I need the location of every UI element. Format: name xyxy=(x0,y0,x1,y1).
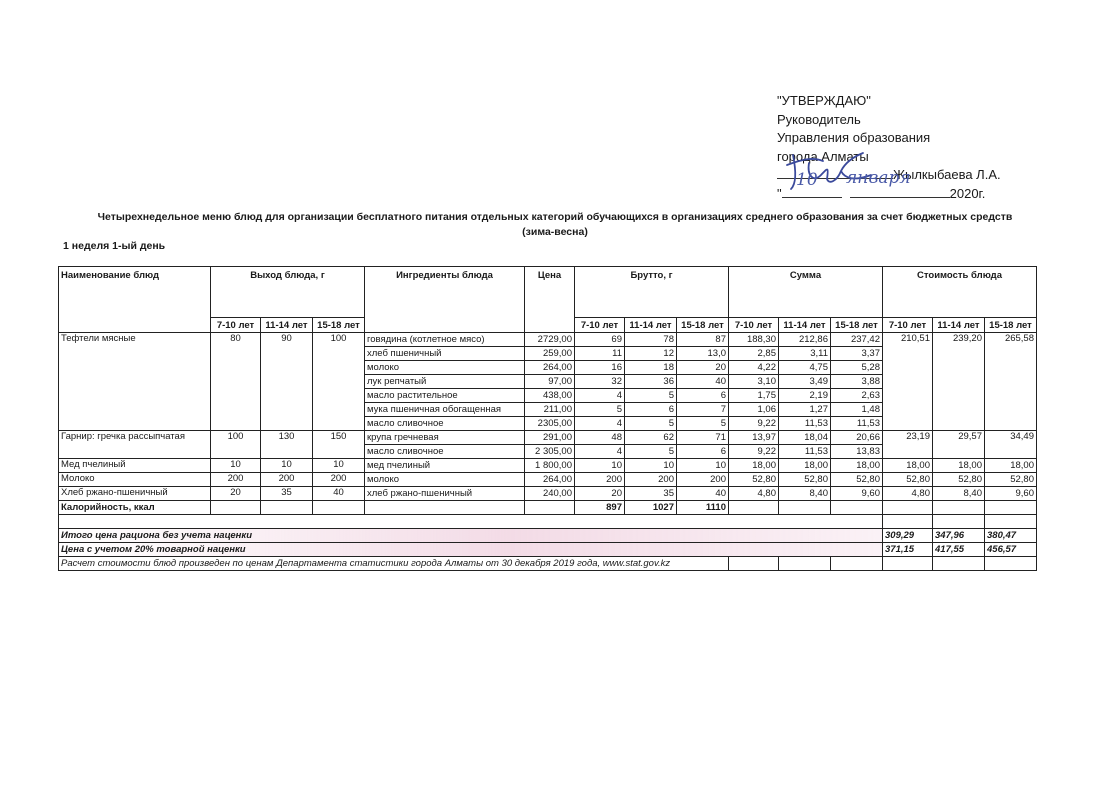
calories-value: 897 xyxy=(575,501,625,515)
empty-cell xyxy=(933,515,985,529)
empty-cell xyxy=(779,557,831,571)
header-sum: Сумма xyxy=(729,267,883,318)
brutto-value: 20 xyxy=(677,361,729,375)
dish-output: 200 xyxy=(261,473,313,487)
sum-value: 18,00 xyxy=(729,459,779,473)
empty-cell xyxy=(933,557,985,571)
dish-name: Тефтели мясные xyxy=(59,333,211,431)
dish-cost: 52,80 xyxy=(883,473,933,487)
sum-value: 237,42 xyxy=(831,333,883,347)
ingredient-price: 438,00 xyxy=(525,389,575,403)
ingredient-price: 2 305,00 xyxy=(525,445,575,459)
handwritten-month: января xyxy=(846,168,911,188)
sum-value: 52,80 xyxy=(729,473,779,487)
total-no-markup-row-value: 347,96 xyxy=(933,529,985,543)
sum-value: 1,48 xyxy=(831,403,883,417)
sum-value: 212,86 xyxy=(779,333,831,347)
dish-name: Гарнир: гречка рассыпчатая xyxy=(59,431,211,459)
sum-value: 2,19 xyxy=(779,389,831,403)
dish-name: Хлеб ржано-пшеничный xyxy=(59,487,211,501)
brutto-value: 6 xyxy=(625,403,677,417)
ingredient-price: 97,00 xyxy=(525,375,575,389)
sum-value: 13,97 xyxy=(729,431,779,445)
week-day-label: 1 неделя 1-ый день xyxy=(63,240,166,252)
ingredient-price: 259,00 xyxy=(525,347,575,361)
ingredient-price: 291,00 xyxy=(525,431,575,445)
header-row-1 xyxy=(59,267,1037,318)
total-markup-row-label: Цена с учетом 20% товарной наценки xyxy=(59,543,883,557)
header-cost-age-0: 7-10 лет xyxy=(883,318,933,333)
dish-output: 100 xyxy=(211,431,261,459)
ingredient-price: 1 800,00 xyxy=(525,459,575,473)
brutto-value: 40 xyxy=(677,375,729,389)
brutto-value: 71 xyxy=(677,431,729,445)
sum-value: 8,40 xyxy=(779,487,831,501)
date-quote: " xyxy=(777,185,782,201)
sum-value: 1,06 xyxy=(729,403,779,417)
brutto-value: 7 xyxy=(677,403,729,417)
dish-cost: 8,40 xyxy=(933,487,985,501)
ingredient-name: хлеб ржано-пшеничный xyxy=(365,487,525,501)
brutto-value: 200 xyxy=(625,473,677,487)
calories-label: Калорийность, ккал xyxy=(59,501,211,515)
dish-output: 100 xyxy=(313,333,365,431)
sum-value: 18,00 xyxy=(831,459,883,473)
brutto-value: 87 xyxy=(677,333,729,347)
empty-cell xyxy=(729,557,779,571)
header-brutto-age-1: 11-14 лет xyxy=(625,318,677,333)
dish-output: 10 xyxy=(211,459,261,473)
empty-cell xyxy=(883,501,933,515)
sum-value: 1,27 xyxy=(779,403,831,417)
dish-cost: 52,80 xyxy=(985,473,1037,487)
sum-value: 13,83 xyxy=(831,445,883,459)
brutto-value: 20 xyxy=(575,487,625,501)
table-row xyxy=(59,333,1037,347)
approval-city: города Алматы xyxy=(777,148,869,164)
dish-cost: 18,00 xyxy=(985,459,1037,473)
sum-value: 9,22 xyxy=(729,417,779,431)
brutto-value: 10 xyxy=(575,459,625,473)
dish-cost: 34,49 xyxy=(985,431,1037,459)
ingredient-price: 264,00 xyxy=(525,361,575,375)
total-no-markup-row-value: 380,47 xyxy=(985,529,1037,543)
empty-cell xyxy=(985,515,1037,529)
brutto-value: 40 xyxy=(677,487,729,501)
empty-cell xyxy=(313,501,365,515)
empty-cell xyxy=(779,501,831,515)
sum-value: 2,63 xyxy=(831,389,883,403)
footnote-row xyxy=(59,557,1037,571)
table-row xyxy=(59,459,1037,473)
dish-cost: 18,00 xyxy=(883,459,933,473)
brutto-value: 6 xyxy=(677,389,729,403)
sum-value: 18,00 xyxy=(779,459,831,473)
sum-value: 4,22 xyxy=(729,361,779,375)
total-no-markup-row xyxy=(59,529,1037,543)
brutto-value: 5 xyxy=(575,403,625,417)
empty-cell xyxy=(261,501,313,515)
brutto-value: 200 xyxy=(677,473,729,487)
empty-cell xyxy=(985,501,1037,515)
dish-cost: 18,00 xyxy=(933,459,985,473)
dish-cost: 23,19 xyxy=(883,431,933,459)
header-dish: Наименование блюд xyxy=(59,267,211,333)
header-output-age-0: 7-10 лет xyxy=(211,318,261,333)
empty-cell xyxy=(365,501,525,515)
header-cost: Стоимость блюда xyxy=(883,267,1037,318)
approval-department: Управления образования xyxy=(777,130,931,145)
ingredient-name: масло растительное xyxy=(365,389,525,403)
total-markup-row xyxy=(59,543,1037,557)
ingredient-price: 2305,00 xyxy=(525,417,575,431)
ingredient-name: крупа гречневая xyxy=(365,431,525,445)
brutto-value: 78 xyxy=(625,333,677,347)
total-markup-row-value: 417,55 xyxy=(933,543,985,557)
dish-output: 35 xyxy=(261,487,313,501)
header-output: Выход блюда, г xyxy=(211,267,365,318)
dish-output: 130 xyxy=(261,431,313,459)
header-cost-age-1: 11-14 лет xyxy=(933,318,985,333)
empty-cell xyxy=(59,515,883,529)
header-sum-age-2: 15-18 лет xyxy=(831,318,883,333)
dish-cost: 239,20 xyxy=(933,333,985,431)
brutto-value: 18 xyxy=(625,361,677,375)
sum-value: 3,88 xyxy=(831,375,883,389)
spacer-row xyxy=(59,515,1037,529)
menu-table xyxy=(58,266,1037,571)
calories-value: 1110 xyxy=(677,501,729,515)
brutto-value: 32 xyxy=(575,375,625,389)
brutto-value: 200 xyxy=(575,473,625,487)
title-line-1: Четырехнедельное меню блюд для организации бесплатного питания отдельных категорий обучающихся в организациях среднего образования за счет бюджетных средств xyxy=(97,211,1013,223)
header-brutto: Брутто, г xyxy=(575,267,729,318)
header-cost-age-2: 15-18 лет xyxy=(985,318,1037,333)
approval-heading: "УТВЕРЖДАЮ" xyxy=(777,93,871,108)
header-brutto-age-0: 7-10 лет xyxy=(575,318,625,333)
brutto-value: 5 xyxy=(677,417,729,431)
approver-name: Жылкыбаева Л.А. xyxy=(893,167,1001,182)
sum-value: 4,75 xyxy=(779,361,831,375)
sum-value: 11,53 xyxy=(779,445,831,459)
sum-value: 3,11 xyxy=(779,347,831,361)
empty-cell xyxy=(883,557,933,571)
total-no-markup-row-value: 309,29 xyxy=(883,529,933,543)
brutto-value: 69 xyxy=(575,333,625,347)
sum-value: 9,60 xyxy=(831,487,883,501)
dish-output: 40 xyxy=(313,487,365,501)
header-output-age-2: 15-18 лет xyxy=(313,318,365,333)
brutto-value: 6 xyxy=(677,445,729,459)
header-ingredients: Ингредиенты блюда xyxy=(365,267,525,333)
dish-cost: 210,51 xyxy=(883,333,933,431)
ingredient-price: 2729,00 xyxy=(525,333,575,347)
header-price: Цена xyxy=(525,267,575,333)
brutto-value: 4 xyxy=(575,417,625,431)
empty-cell xyxy=(831,557,883,571)
header-sum-age-1: 11-14 лет xyxy=(779,318,831,333)
total-no-markup-row-label: Итого цена рациона без учета наценки xyxy=(59,529,883,543)
sum-value: 1,75 xyxy=(729,389,779,403)
brutto-value: 35 xyxy=(625,487,677,501)
ingredient-name: масло сливочное xyxy=(365,417,525,431)
brutto-value: 16 xyxy=(575,361,625,375)
empty-cell xyxy=(985,557,1037,571)
dish-name: Мед пчелиный xyxy=(59,459,211,473)
date-year: 2020г. xyxy=(949,185,986,201)
sum-value: 18,04 xyxy=(779,431,831,445)
ingredient-price: 240,00 xyxy=(525,487,575,501)
brutto-value: 5 xyxy=(625,445,677,459)
table-row xyxy=(59,473,1037,487)
sum-value: 3,10 xyxy=(729,375,779,389)
brutto-value: 4 xyxy=(575,445,625,459)
dish-output: 90 xyxy=(261,333,313,431)
header-brutto-age-2: 15-18 лет xyxy=(677,318,729,333)
table-row xyxy=(59,487,1037,501)
dish-cost: 265,58 xyxy=(985,333,1037,431)
dish-output: 80 xyxy=(211,333,261,431)
dish-cost: 29,57 xyxy=(933,431,985,459)
brutto-value: 12 xyxy=(625,347,677,361)
brutto-value: 62 xyxy=(625,431,677,445)
title-line-2: (зима-весна) xyxy=(522,226,588,238)
ingredient-price: 211,00 xyxy=(525,403,575,417)
brutto-value: 11 xyxy=(575,347,625,361)
sum-value: 3,37 xyxy=(831,347,883,361)
ingredient-name: мед пчелиный xyxy=(365,459,525,473)
ingredient-name: мука пшеничная обогащенная xyxy=(365,403,525,417)
ingredient-name: молоко xyxy=(365,473,525,487)
ingredient-name: лук репчатый xyxy=(365,375,525,389)
ingredient-name: молоко xyxy=(365,361,525,375)
dish-output: 10 xyxy=(261,459,313,473)
header-sum-age-0: 7-10 лет xyxy=(729,318,779,333)
ingredient-name: говядина (котлетное мясо) xyxy=(365,333,525,347)
dish-name: Молоко xyxy=(59,473,211,487)
brutto-value: 10 xyxy=(625,459,677,473)
brutto-value: 10 xyxy=(677,459,729,473)
sum-value: 20,66 xyxy=(831,431,883,445)
dish-cost: 9,60 xyxy=(985,487,1037,501)
sum-value: 9,22 xyxy=(729,445,779,459)
calories-row xyxy=(59,501,1037,515)
sum-value: 11,53 xyxy=(831,417,883,431)
total-markup-row-value: 456,57 xyxy=(985,543,1037,557)
brutto-value: 36 xyxy=(625,375,677,389)
brutto-value: 5 xyxy=(625,389,677,403)
sum-value: 11,53 xyxy=(779,417,831,431)
empty-cell xyxy=(525,501,575,515)
dish-output: 200 xyxy=(313,473,365,487)
approval-position: Руководитель xyxy=(777,111,861,127)
dish-output: 10 xyxy=(313,459,365,473)
header-output-age-1: 11-14 лет xyxy=(261,318,313,333)
sum-value: 2,85 xyxy=(729,347,779,361)
document-title xyxy=(60,210,1050,240)
sum-value: 52,80 xyxy=(779,473,831,487)
sum-value: 4,80 xyxy=(729,487,779,501)
dish-output: 150 xyxy=(313,431,365,459)
brutto-value: 13,0 xyxy=(677,347,729,361)
dish-output: 20 xyxy=(211,487,261,501)
dish-cost: 4,80 xyxy=(883,487,933,501)
empty-cell xyxy=(831,501,883,515)
dish-cost: 52,80 xyxy=(933,473,985,487)
sum-value: 188,30 xyxy=(729,333,779,347)
total-markup-row-value: 371,15 xyxy=(883,543,933,557)
calories-value: 1027 xyxy=(625,501,677,515)
empty-cell xyxy=(933,501,985,515)
ingredient-name: хлеб пшеничный xyxy=(365,347,525,361)
empty-cell xyxy=(211,501,261,515)
sum-value: 52,80 xyxy=(831,473,883,487)
brutto-value: 5 xyxy=(625,417,677,431)
table-row xyxy=(59,431,1037,445)
dish-output: 200 xyxy=(211,473,261,487)
ingredient-name: масло сливочное xyxy=(365,445,525,459)
empty-cell xyxy=(883,515,933,529)
sum-value: 3,49 xyxy=(779,375,831,389)
brutto-value: 48 xyxy=(575,431,625,445)
handwritten-day: 10 xyxy=(796,170,818,190)
brutto-value: 4 xyxy=(575,389,625,403)
empty-cell xyxy=(729,501,779,515)
ingredient-price: 264,00 xyxy=(525,473,575,487)
footnote-text: Расчет стоимости блюд произведен по ценам Департамента статистики города Алматы от 30 декабря 2019 года, www.stat.gov.kz xyxy=(59,557,729,571)
sum-value: 5,28 xyxy=(831,361,883,375)
